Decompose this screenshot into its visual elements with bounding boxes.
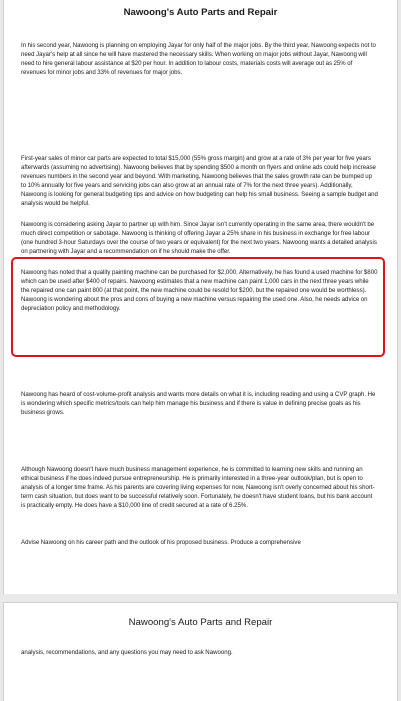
paragraph-painting-machine: Nawoong has noted that a quality painting machine can be purchased for $2,000. Alternatively, he has found a used machine for $800 which can be used after $400 of repairs. Nawoong estimates that a new machine can paint 1,000 cars in the next three years while the repaired one can paint 800 (at that point, the new machine could be resold for $200, but the repaired one would be worthless). Nawoong is wondering about the pros and cons of buying a new machine versus repairing the used one. Also, he needs advice on depreciation policy and methodology. (21, 269, 378, 312)
page-header-2: Nawoong's Auto Parts and Repair (128, 617, 273, 628)
paragraph-sales-marketing: First-year sales of minor car parts are expected to total $15,000 (55% gross margin) and grow at a rate of 3% per year for five years afterwards (assuming no advertising). Nawoong believes that by spending $500 a month on flyers and online ads could help increase revenues numbers in the second year and beyond. With marketing, Nawoong believes that the sales growth rate can be bumped up to 10% annually for five years and servicing jobs can also grow at an annual rate of 7% for the next three years). Additionally, Nawoong is looking for general budgeting tips and advice on how budgeting can help his small business. Seeing a sample budget and analysis would be helpful. (21, 155, 378, 207)
paragraph-staffing: In his second year, Nawoong is planning on employing Jayar for only half of the major jobs. By the third year, Nawoong expects not to need Jayar's help at all since he will have mastered the necessary skills. When working on major jobs without Jayar, Nawoong will need to hire general labour assistance at $20 per hour. In addition to labour costs, materials costs will average out as 25% of revenues for minor jobs and 33% of revenues for major jobs. (21, 42, 376, 76)
paragraph-outlook: Although Nawoong doesn't have much business management experience, he is committed to learning new skills and running an ethical business if he does indeed pursue entrepreneurship. He is primarily interested in a three-year outlook/plan, but is open to analysis of a longer time frame. As his parents are covering living expenses for now, Nawoong isn't overly concerned about his short-term cash situation, but does want to be successful relatively soon. Fortunately, he doesn't have student loans, but his bank account is practically empty. He does have a $10,000 line of credit secured at a rate of 6.25%. (21, 466, 375, 509)
paragraph-partnership: Nawoong is considering asking Jayar to partner up with him. Since Jayar isn't currently operating in the same area, there wouldn't be much direct competition or sabotage. Nawoong is thinking of offering Jayar a 25% share in his business in exchange for free labour (one hundred 3-hour Saturdays over the course of two years or equivalent) for the next two years. Nawoong wants a detailed analysis on partnering with Jayar and a recommendation on if he should make the offer. (21, 221, 377, 255)
red-highlight-annotation (11, 257, 385, 357)
page-separator (0, 594, 401, 602)
paragraph-cvp-analysis: Nawoong has heard of cost-volume-profit analysis and wants more details on what it is, including reading and using a CVP graph. He is wondering which specific metrics/tools can help him manage his business and if there is value in defining precise goals as his business grows. (21, 391, 376, 416)
document-page-1 (3, 0, 398, 594)
paragraph-continuation: analysis, recommendations, and any questions you may need to ask Nawoong. (21, 649, 233, 656)
page-header: Nawoong's Auto Parts and Repair (123, 7, 278, 18)
paragraph-advise: Advise Nawoong on his career path and the outlook of his proposed business. Produce a comprehensive (21, 539, 301, 546)
document-page-2 (3, 602, 398, 701)
